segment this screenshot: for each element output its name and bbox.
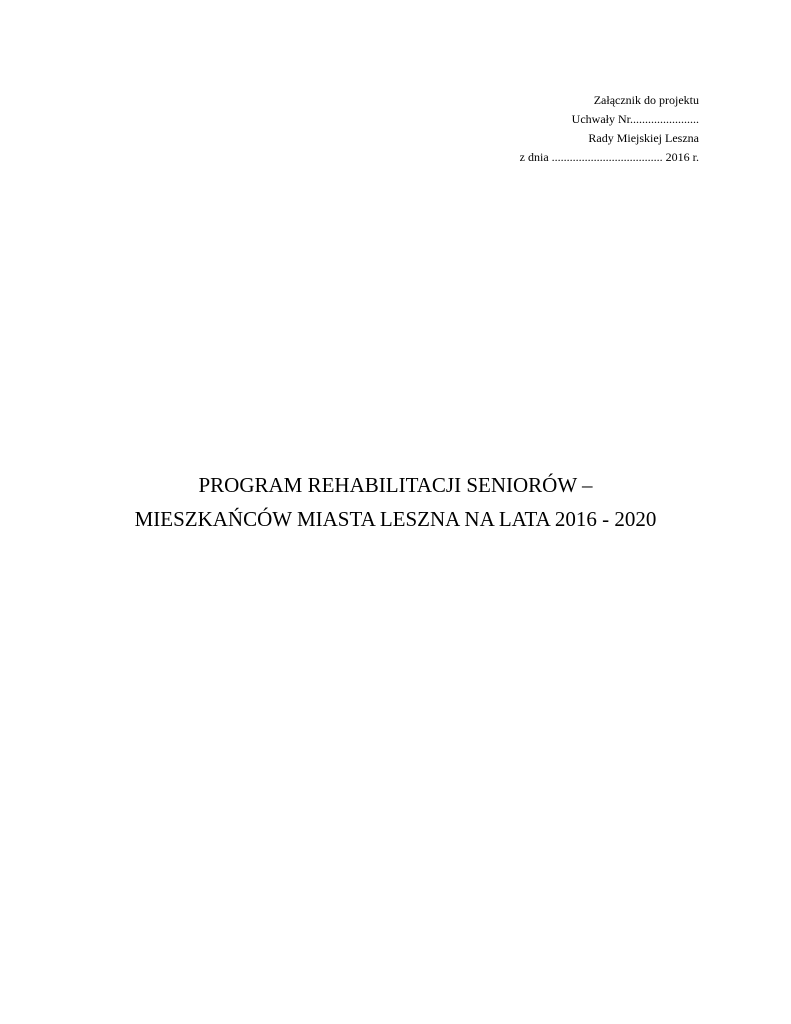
title-line-1: PROGRAM REHABILITACJI SENIORÓW – [198, 473, 593, 497]
attachment-header [520, 91, 699, 167]
resolution-number: Uchwały Nr....................... [571, 112, 699, 126]
document-title [0, 468, 791, 536]
title-line-2: MIESZKAŃCÓW MIASTA LESZNA NA LATA 2016 - 2020 [134, 507, 657, 531]
attachment-label: Załącznik do projektu [593, 93, 699, 107]
resolution-date: z dnia ..................................... 2016 r. [519, 150, 699, 164]
council-name: Rady Miejskiej Leszna [588, 131, 699, 145]
